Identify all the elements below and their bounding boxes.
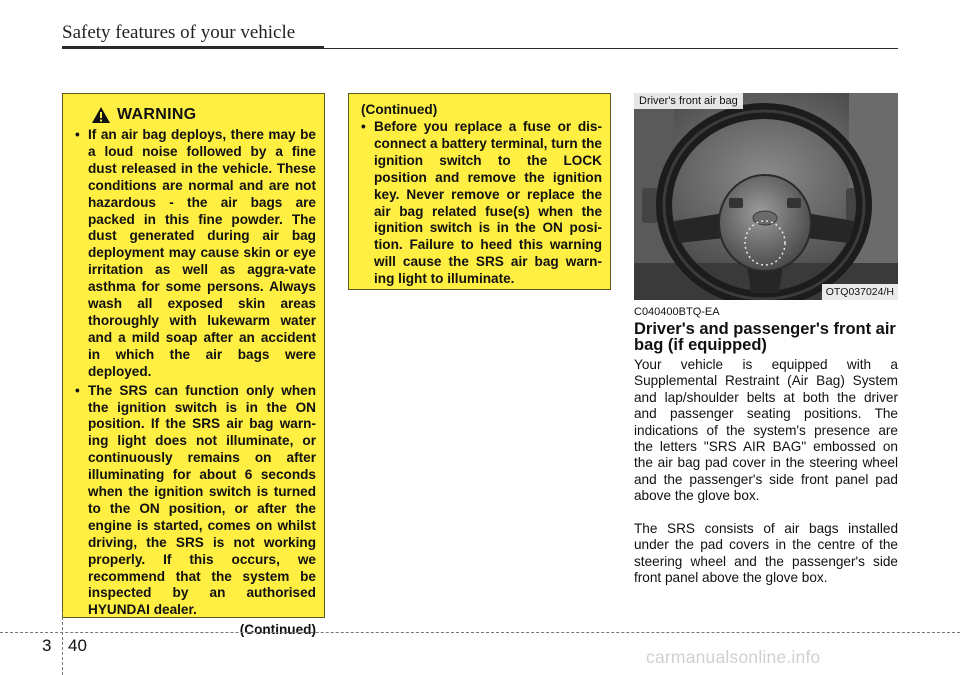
page-header-title: Safety features of your vehicle [62, 22, 296, 43]
continued-label: (Continued) [239, 622, 316, 638]
warning-bullet: • If an air bag deploys, there may be a loud noise followed by a fine dust released in the vehicle. These conditions are normal and are not hazardous - the air bags are packed in this fine powder. The dust generated during air bag deployment may cause skin or eye irritation as well as aggra-vate asthma for some persons. Always wash all exposed skin areas thoroughly with lukewarm water and a mild soap after an accident in which the air bags were deployed. [75, 127, 316, 381]
section-title: Driver's and passenger's front air bag (if equipped) [634, 320, 896, 354]
warning-triangle-icon [91, 106, 111, 124]
warning-header [91, 106, 316, 124]
body-paragraph: The SRS consists of air bags installed under the pad covers in the centre of the steering wheel and the passenger's side front panel above the glove box. [634, 521, 898, 586]
page-section-number: 3 [42, 636, 52, 655]
header-rule [62, 48, 898, 49]
steering-wheel-photo [634, 93, 898, 300]
warning-bullet-list [75, 127, 316, 619]
continued-warning-box [348, 93, 611, 290]
section-code: C040400BTQ-EA [634, 306, 720, 318]
continued-bullet-list [361, 119, 602, 288]
continued-bullet: • Before you replace a fuse or dis-connect a battery terminal, turn the ignition switch to the LOCK position and remove the ignition key. Never remove or replace the air bag related fuse(s) when the ignition switch is in the ON posi-tion. Failure to heed this warning will cause the SRS air bag warn-ing light to illuminate. [361, 119, 602, 288]
warning-title: WARNING [117, 106, 197, 123]
watermark: carmanualsonline.info [646, 647, 821, 667]
warning-box [62, 93, 325, 638]
warning-bullet: • The SRS can function only when the ignition switch is in the ON position. If the SRS air bag warn-ing light does not illuminate, or continuously remains on after illuminating for about 6 seconds when the ignition switch is turned to the ON position, or after the engine is started, comes on whilst driving, the SRS is not working properly. If this occurs, we recommend that the system be inspected by an authorised HYUNDAI dealer. [75, 383, 316, 620]
footer-divider [62, 612, 63, 675]
body-paragraph: Your vehicle is equipped with a Supplemental Restraint (Air Bag) System and lap/shoulder belts at both the driver and passenger seating positions. The indications of the system's presence are the letters "SRS AIR BAG" embossed on the air bag pad cover in the steering wheel and the passenger's side front panel pad above the glove box. [634, 357, 898, 504]
steering-wheel-illustration [634, 93, 898, 300]
footer-rule [0, 632, 960, 633]
photo-code: OTQ037024/H [822, 284, 898, 300]
page-number: 40 [68, 636, 87, 655]
continued-label: (Continued) [361, 102, 438, 117]
photo-caption: Driver's front air bag [634, 93, 743, 109]
